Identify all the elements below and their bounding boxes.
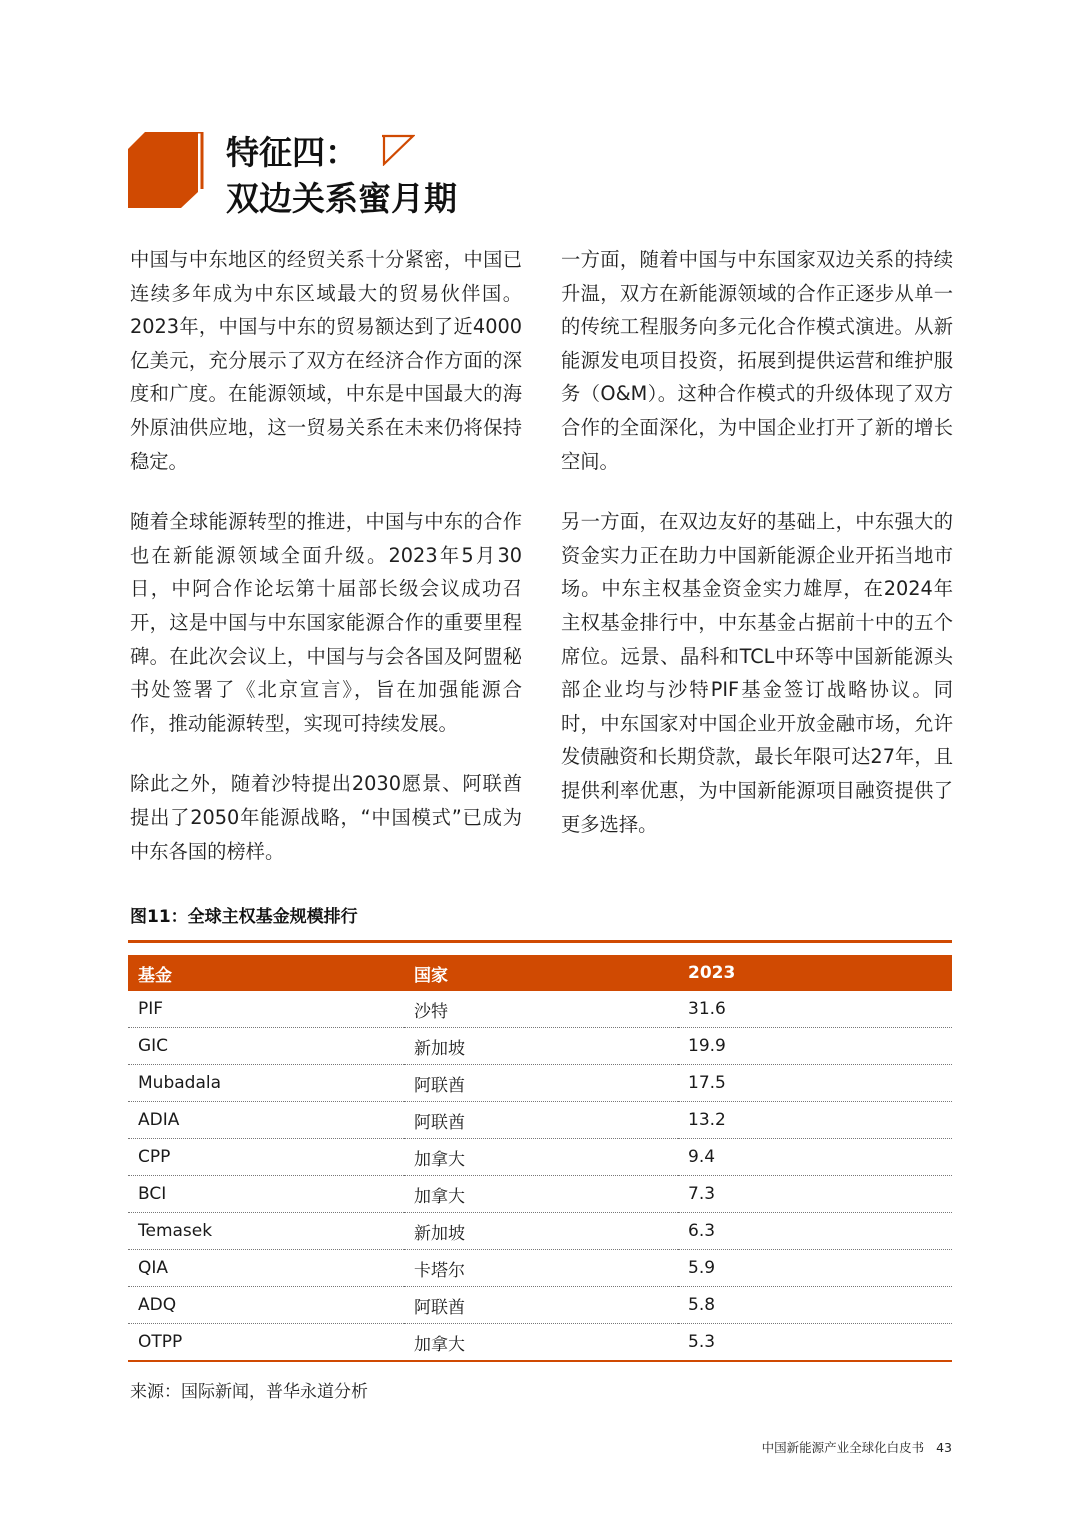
column-header-fund: 基金 — [138, 965, 172, 986]
value-cell: 5.3 — [678, 1324, 952, 1362]
left-paragraph-3: 除此之外，随着沙特提出2030愿景、阿联酋提出了2050年能源战略，“中国模式”已成为中东各国的榜样。 — [130, 772, 522, 863]
value-cell: 31.6 — [678, 991, 952, 1028]
section-decoration-icon — [128, 132, 204, 208]
column-header-country: 国家 — [414, 965, 448, 986]
value-cell: 9.4 — [678, 1139, 952, 1176]
value-cell: 13.2 — [678, 1102, 952, 1139]
value-cell: 6.3 — [678, 1213, 952, 1250]
country-cell: 卡塔尔 — [404, 1250, 678, 1287]
footer-document-title: 中国新能源产业全球化白皮书 — [761, 1440, 925, 1455]
figure-source: 来源：国际新闻，普华永道分析 — [130, 1382, 368, 1402]
country-cell: 加拿大 — [404, 1139, 678, 1176]
country-cell: 新加坡 — [404, 1213, 678, 1250]
table-row — [128, 1324, 952, 1362]
country-cell: 沙特 — [404, 991, 678, 1028]
right-paragraph-2: 另一方面，在双边友好的基础上，中东强大的资金实力正在助力中国新能源企业开拓当地市场。中东主权基金资金实力雄厚，在2024年主权基金排行中，中东基金占据前十中的五个席位。远景、晶科和TCL中环等中国新能源头部企业均与沙特PIF基金签订战略协议。同时，中东国家对中国企业开放金融市场，允许发债融资和长期贷款，最长年限可达27年，且提供利率优惠，为中国新能源项目融资提供了更多选择。 — [561, 510, 953, 836]
country-cell: 阿联酋 — [404, 1065, 678, 1102]
fund-cell: ADQ — [128, 1287, 404, 1324]
fund-cell: QIA — [128, 1250, 404, 1287]
country-cell: 加拿大 — [404, 1176, 678, 1213]
column-header-2023: 2023 — [688, 963, 736, 983]
fund-cell: OTPP — [128, 1324, 404, 1362]
right-column — [561, 243, 953, 868]
table-row — [128, 1176, 952, 1213]
country-cell: 新加坡 — [404, 1028, 678, 1065]
value-cell: 5.9 — [678, 1250, 952, 1287]
fund-cell: BCI — [128, 1176, 404, 1213]
fund-cell: CPP — [128, 1139, 404, 1176]
table-row — [128, 991, 952, 1028]
country-cell: 阿联酋 — [404, 1102, 678, 1139]
sovereign-fund-table — [128, 955, 952, 1362]
table-row — [128, 1287, 952, 1324]
table-row — [128, 1102, 952, 1139]
section-title-line2: 双边关系蜜月期 — [226, 179, 457, 218]
value-cell: 5.8 — [678, 1287, 952, 1324]
country-cell: 加拿大 — [404, 1324, 678, 1362]
page-footer — [754, 1438, 952, 1456]
fund-cell: PIF — [128, 991, 404, 1028]
table-row — [128, 1250, 952, 1287]
right-paragraph-1: 一方面，随着中国与中东国家双边关系的持续升温，双方在新能源领域的合作正逐步从单一的传统工程服务向多元化合作模式演进。从新能源发电项目投资，拓展到提供运营和维护服务（O&M）。这种合作模式的升级体现了双方合作的全面深化，为中国企业打开了新的增长空间。 — [561, 248, 953, 473]
fund-cell: GIC — [128, 1028, 404, 1065]
fund-cell: Temasek — [128, 1213, 404, 1250]
left-paragraph-1: 中国与中东地区的经贸关系十分紧密，中国已连续多年成为中东区域最大的贸易伙伴国。2023年，中国与中东的贸易额达到了近4000亿美元，充分展示了双方在经济合作方面的深度和广度。在能源领域，中东是中国最大的海外原油供应地，这一贸易关系在未来仍将保持稳定。 — [130, 248, 522, 473]
country-cell: 阿联酋 — [404, 1287, 678, 1324]
section-title-line1: 特征四： — [226, 133, 358, 172]
section-title — [226, 130, 457, 222]
left-paragraph-2: 随着全球能源转型的推进，中国与中东的合作也在新能源领域全面升级。2023年5月30日，中阿合作论坛第十届部长级会议成功召开，这是中国与中东国家能源合作的重要里程碑。在此次会议上，中国与与会各国及阿盟秘书处签署了《北京宣言》，旨在加强能源合作，推动能源转型，实现可持续发展。 — [130, 510, 522, 735]
figure-rule — [128, 940, 952, 943]
fund-cell: Mubadala — [128, 1065, 404, 1102]
value-cell: 17.5 — [678, 1065, 952, 1102]
fund-cell: ADIA — [128, 1102, 404, 1139]
table-row — [128, 1213, 952, 1250]
table-header-row — [128, 955, 952, 991]
corner-triangle-icon — [381, 134, 415, 166]
value-cell: 19.9 — [678, 1028, 952, 1065]
table-row — [128, 1065, 952, 1102]
page-number: 43 — [936, 1440, 952, 1455]
figure-title: 图11：全球主权基金规模排行 — [130, 907, 358, 927]
value-cell: 7.3 — [678, 1176, 952, 1213]
table-row — [128, 1028, 952, 1065]
table-row — [128, 1139, 952, 1176]
left-column — [130, 243, 522, 895]
